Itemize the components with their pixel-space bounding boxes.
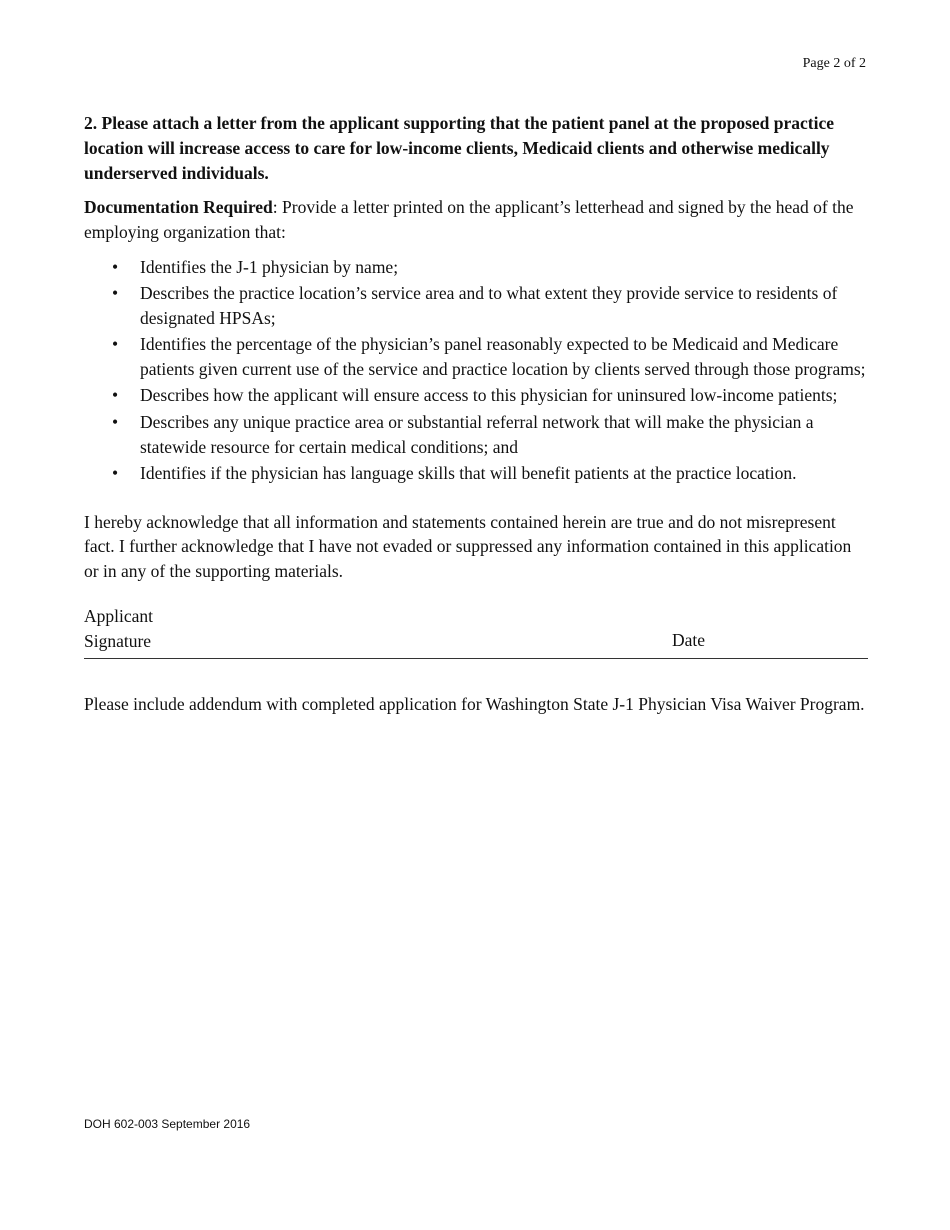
list-item-text: Identifies the J-1 physician by name; <box>140 256 399 277</box>
date-label: Date <box>672 630 706 651</box>
documentation-required <box>84 195 868 245</box>
list-item <box>84 410 868 460</box>
list-item <box>84 332 868 382</box>
signature-label: Signature <box>84 630 152 651</box>
applicant-signature-label <box>84 604 153 654</box>
list-item-text: Identifies the percentage of the physician’s panel reasonably expected to be Medicaid and Medicare patients given current use of the service and practice location by clients served through those programs; <box>140 334 866 380</box>
list-item <box>84 281 868 331</box>
list-item-text: Describes any unique practice area or substantial referral network that will make the physician a statewide resource for certain medical conditions; and <box>140 411 814 457</box>
form-footer: DOH 602-003 September 2016 <box>84 1117 251 1131</box>
addendum-note: Please include addendum with completed application for Washington State J-1 Physician Visa Waiver Program. <box>84 694 865 715</box>
applicant-label: Applicant <box>84 606 154 627</box>
list-item-text: Identifies if the physician has language skills that will benefit patients at the practice location. <box>140 462 797 483</box>
list-item <box>84 255 868 280</box>
bullet-icon: • <box>112 411 119 432</box>
list-item <box>84 461 868 486</box>
list-item-text: Describes the practice location’s service area and to what extent they provide service to residents of designated HPSAs; <box>140 283 838 329</box>
documentation-required-text: : Provide a letter printed on the applicant’s letterhead and signed by the head of the employing organization that: <box>84 197 854 243</box>
list-item-text: Describes how the applicant will ensure access to this physician for uninsured low-income patients; <box>140 385 838 406</box>
section-heading: 2. Please attach a letter from the applicant supporting that the patient panel at the proposed practice location will increase access to care for low-income clients, Medicaid clients and otherwise medically underserved individuals. <box>84 113 835 183</box>
list-item <box>84 383 868 408</box>
documentation-required-label: Documentation Required <box>84 197 273 218</box>
bullet-icon: • <box>112 256 119 277</box>
document-body <box>84 111 868 717</box>
page-number: Page 2 of 2 <box>802 56 866 71</box>
requirements-list <box>84 255 868 486</box>
bullet-icon: • <box>112 385 119 406</box>
bullet-icon: • <box>112 334 119 355</box>
signature-line[interactable] <box>84 604 868 659</box>
bullet-icon: • <box>112 283 119 304</box>
bullet-icon: • <box>112 462 119 483</box>
acknowledgement-statement: I hereby acknowledge that all information and statements contained herein are true and do not misrepresent fact. I further acknowledge that I have not evaded or suppressed any information contained in this application or in any of the supporting materials. <box>84 511 852 582</box>
